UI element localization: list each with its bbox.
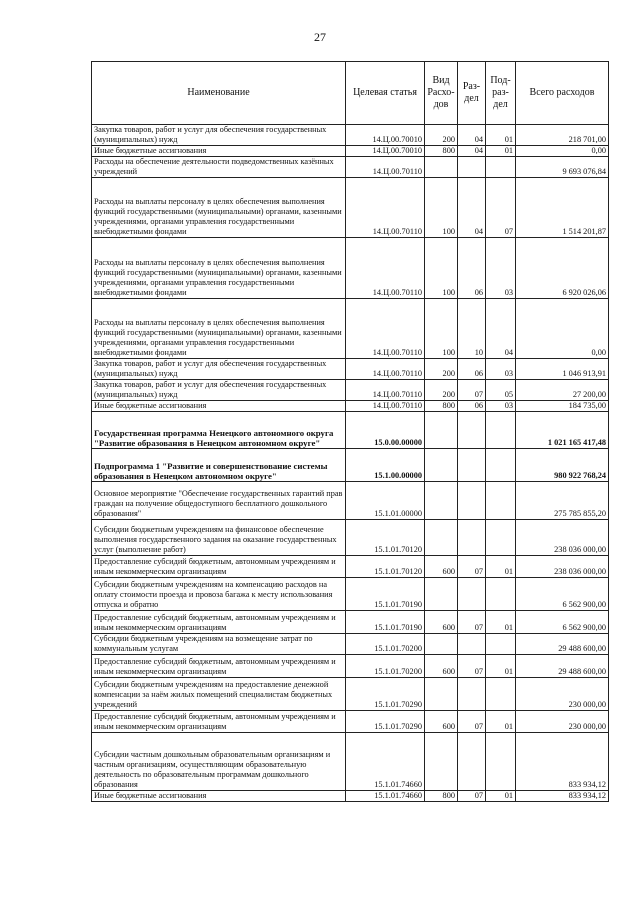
row-subsection-cell: 01 [486, 711, 516, 733]
row-section-cell: 07 [458, 380, 486, 401]
row-type-cell: 600 [425, 556, 458, 578]
row-type-cell: 200 [425, 359, 458, 380]
row-section-cell [458, 733, 486, 791]
row-total-cell: 833 934,12 [516, 791, 609, 802]
row-target-cell: 15.1.00.00000 [346, 449, 425, 482]
row-subsection-cell: 03 [486, 359, 516, 380]
row-section-cell: 07 [458, 791, 486, 802]
row-name-cell: Закупка товаров, работ и услуг для обеспечения государственных (муниципальных) нужд [92, 359, 346, 380]
table-row [92, 146, 609, 157]
row-subsection-cell: 01 [486, 125, 516, 146]
row-total-cell: 6 562 900,00 [516, 578, 609, 611]
row-total-cell: 29 488 600,00 [516, 634, 609, 655]
row-section-cell: 06 [458, 359, 486, 380]
row-type-cell: 100 [425, 238, 458, 299]
row-name-cell: Субсидии частным дошкольным образовательным организациям и частным организациям, осуществляющим образовательную деятельность по образовательным программам дошкольного образования [92, 733, 346, 791]
row-type-cell: 600 [425, 711, 458, 733]
table-row [92, 449, 609, 482]
row-subsection-cell: 07 [486, 178, 516, 238]
row-type-cell: 600 [425, 655, 458, 678]
budget-table [91, 61, 609, 802]
table-row [92, 482, 609, 520]
table-row [92, 611, 609, 634]
row-target-cell: 15.0.00.00000 [346, 412, 425, 449]
row-name-cell: Расходы на выплаты персоналу в целях обеспечения выполнения функций государственными (муниципальными) органами, казенными учреждениями, органами управления государственными внебюджетными фондами [92, 178, 346, 238]
table-row [92, 791, 609, 802]
table-header [92, 62, 609, 125]
row-section-cell: 04 [458, 125, 486, 146]
row-name-cell: Предоставление субсидий бюджетным, автономным учреждениям и иным некоммерческим организациям [92, 711, 346, 733]
row-subsection-cell: 04 [486, 299, 516, 359]
row-type-cell [425, 678, 458, 711]
table-row [92, 634, 609, 655]
row-total-cell: 1 514 201,87 [516, 178, 609, 238]
row-type-cell [425, 449, 458, 482]
row-total-cell: 238 036 000,00 [516, 520, 609, 556]
page-number: 27 [314, 30, 326, 44]
table-row [92, 733, 609, 791]
row-total-cell: 0,00 [516, 146, 609, 157]
table-row [92, 299, 609, 359]
row-section-cell [458, 482, 486, 520]
row-type-cell: 600 [425, 611, 458, 634]
row-target-cell: 14.Ц.00.70110 [346, 401, 425, 412]
row-name-cell: Государственная программа Ненецкого автономного округа "Развитие образования в Ненецком автономном округе" [92, 412, 346, 449]
row-type-cell: 200 [425, 380, 458, 401]
row-total-cell: 0,00 [516, 299, 609, 359]
row-section-cell [458, 678, 486, 711]
row-total-cell: 6 920 026,06 [516, 238, 609, 299]
table-row [92, 157, 609, 178]
row-subsection-cell [486, 678, 516, 711]
table-row [92, 380, 609, 401]
row-type-cell: 100 [425, 299, 458, 359]
row-total-cell: 218 701,00 [516, 125, 609, 146]
row-total-cell: 230 000,00 [516, 678, 609, 711]
row-section-cell: 07 [458, 556, 486, 578]
row-target-cell: 14.Ц.00.70110 [346, 178, 425, 238]
header-total: Всего расходов [516, 62, 609, 125]
row-total-cell: 29 488 600,00 [516, 655, 609, 678]
row-section-cell [458, 449, 486, 482]
row-subsection-cell [486, 733, 516, 791]
row-name-cell: Закупка товаров, работ и услуг для обеспечения государственных (муниципальных) нужд [92, 125, 346, 146]
row-target-cell: 15.1.01.70200 [346, 655, 425, 678]
row-subsection-cell: 01 [486, 655, 516, 678]
row-total-cell: 833 934,12 [516, 733, 609, 791]
row-name-cell: Предоставление субсидий бюджетным, автономным учреждениям и иным некоммерческим организациям [92, 611, 346, 634]
table-row [92, 359, 609, 380]
header-type: Вид Расхо-дов [425, 62, 458, 125]
row-section-cell: 07 [458, 655, 486, 678]
row-total-cell: 1 021 165 417,48 [516, 412, 609, 449]
row-name-cell: Расходы на выплаты персоналу в целях обеспечения выполнения функций государственными (муниципальными) органами, казенными учреждениями, органами управления государственными внебюджетными фондами [92, 238, 346, 299]
row-section-cell [458, 157, 486, 178]
row-type-cell [425, 157, 458, 178]
row-section-cell: 07 [458, 611, 486, 634]
row-total-cell: 275 785 855,20 [516, 482, 609, 520]
row-target-cell: 15.1.01.70190 [346, 578, 425, 611]
row-target-cell: 15.1.01.74660 [346, 733, 425, 791]
row-total-cell: 27 200,00 [516, 380, 609, 401]
row-type-cell [425, 634, 458, 655]
row-target-cell: 14.Ц.00.70010 [346, 125, 425, 146]
row-subsection-cell [486, 520, 516, 556]
row-name-cell: Предоставление субсидий бюджетным, автономным учреждениям и иным некоммерческим организациям [92, 655, 346, 678]
row-subsection-cell [486, 412, 516, 449]
table-body [92, 125, 609, 802]
row-type-cell [425, 520, 458, 556]
row-section-cell [458, 634, 486, 655]
row-type-cell: 200 [425, 125, 458, 146]
row-name-cell: Субсидии бюджетным учреждениям на возмещение затрат по коммунальным услугам [92, 634, 346, 655]
row-target-cell: 14.Ц.00.70110 [346, 299, 425, 359]
header-name: Наименование [92, 62, 346, 125]
row-type-cell [425, 482, 458, 520]
row-name-cell: Субсидии бюджетным учреждениям на предоставление денежной компенсации за наём жилых помещений специалистам бюджетных учреждений [92, 678, 346, 711]
row-subsection-cell [486, 449, 516, 482]
row-target-cell: 15.1.01.00000 [346, 482, 425, 520]
row-section-cell: 06 [458, 238, 486, 299]
row-total-cell: 1 046 913,91 [516, 359, 609, 380]
row-target-cell: 14.Ц.00.70110 [346, 238, 425, 299]
row-section-cell: 04 [458, 146, 486, 157]
row-subsection-cell: 03 [486, 401, 516, 412]
row-total-cell: 980 922 768,24 [516, 449, 609, 482]
row-name-cell: Субсидии бюджетным учреждениям на компенсацию расходов на оплату стоимости проезда и провоза багажа к месту использования отпуска и обратно [92, 578, 346, 611]
table-row [92, 412, 609, 449]
row-name-cell: Предоставление субсидий бюджетным, автономным учреждениям и иным некоммерческим организациям [92, 556, 346, 578]
row-target-cell: 14.Ц.00.70110 [346, 157, 425, 178]
row-subsection-cell: 01 [486, 556, 516, 578]
row-subsection-cell [486, 634, 516, 655]
row-name-cell: Основное мероприятие "Обеспечение государственных гарантий прав граждан на получение общедоступного бесплатного дошкольного образования" [92, 482, 346, 520]
table-row [92, 678, 609, 711]
row-subsection-cell [486, 157, 516, 178]
row-total-cell: 184 735,00 [516, 401, 609, 412]
table-row [92, 520, 609, 556]
row-name-cell: Субсидии бюджетным учреждениям на финансовое обеспечение выполнения государственного задания на оказание государственных услуг (выполнение работ) [92, 520, 346, 556]
row-total-cell: 9 693 076,84 [516, 157, 609, 178]
row-type-cell: 800 [425, 401, 458, 412]
row-name-cell: Иные бюджетные ассигнования [92, 146, 346, 157]
row-target-cell: 15.1.01.70120 [346, 520, 425, 556]
table-row [92, 238, 609, 299]
row-target-cell: 15.1.01.74660 [346, 791, 425, 802]
row-name-cell: Расходы на выплаты персоналу в целях обеспечения выполнения функций государственными (муниципальными) органами, казенными учреждениями, органами управления государственными внебюджетными фондами [92, 299, 346, 359]
row-target-cell: 15.1.01.70290 [346, 711, 425, 733]
row-subsection-cell: 03 [486, 238, 516, 299]
row-subsection-cell: 01 [486, 611, 516, 634]
row-subsection-cell: 01 [486, 791, 516, 802]
row-section-cell: 07 [458, 711, 486, 733]
row-subsection-cell [486, 578, 516, 611]
row-section-cell: 06 [458, 401, 486, 412]
table-row [92, 578, 609, 611]
row-target-cell: 14.Ц.00.70010 [346, 146, 425, 157]
table-row [92, 401, 609, 412]
row-total-cell: 230 000,00 [516, 711, 609, 733]
row-name-cell: Подпрограмма 1 "Развитие и совершенствование системы образования в Ненецком автономном округе" [92, 449, 346, 482]
row-type-cell: 100 [425, 178, 458, 238]
row-total-cell: 6 562 900,00 [516, 611, 609, 634]
header-subsection: Под-раз-дел [486, 62, 516, 125]
row-section-cell [458, 520, 486, 556]
row-target-cell: 15.1.01.70120 [346, 556, 425, 578]
row-target-cell: 14.Ц.00.70110 [346, 359, 425, 380]
row-name-cell: Закупка товаров, работ и услуг для обеспечения государственных (муниципальных) нужд [92, 380, 346, 401]
row-name-cell: Расходы на обеспечение деятельности подведомственных казённых учреждений [92, 157, 346, 178]
table-row [92, 556, 609, 578]
row-name-cell: Иные бюджетные ассигнования [92, 791, 346, 802]
row-section-cell [458, 412, 486, 449]
row-target-cell: 15.1.01.70200 [346, 634, 425, 655]
row-type-cell: 800 [425, 791, 458, 802]
row-type-cell [425, 578, 458, 611]
table-row [92, 711, 609, 733]
row-section-cell [458, 578, 486, 611]
row-target-cell: 15.1.01.70290 [346, 678, 425, 711]
row-target-cell: 15.1.01.70190 [346, 611, 425, 634]
row-subsection-cell [486, 482, 516, 520]
row-section-cell: 10 [458, 299, 486, 359]
row-total-cell: 238 036 000,00 [516, 556, 609, 578]
table-row [92, 125, 609, 146]
table-row [92, 655, 609, 678]
row-type-cell: 800 [425, 146, 458, 157]
row-subsection-cell: 05 [486, 380, 516, 401]
row-type-cell [425, 412, 458, 449]
row-target-cell: 14.Ц.00.70110 [346, 380, 425, 401]
table-row [92, 178, 609, 238]
row-name-cell: Иные бюджетные ассигнования [92, 401, 346, 412]
header-target: Целевая статья [346, 62, 425, 125]
row-type-cell [425, 733, 458, 791]
header-section: Раз-дел [458, 62, 486, 125]
row-subsection-cell: 01 [486, 146, 516, 157]
row-section-cell: 04 [458, 178, 486, 238]
